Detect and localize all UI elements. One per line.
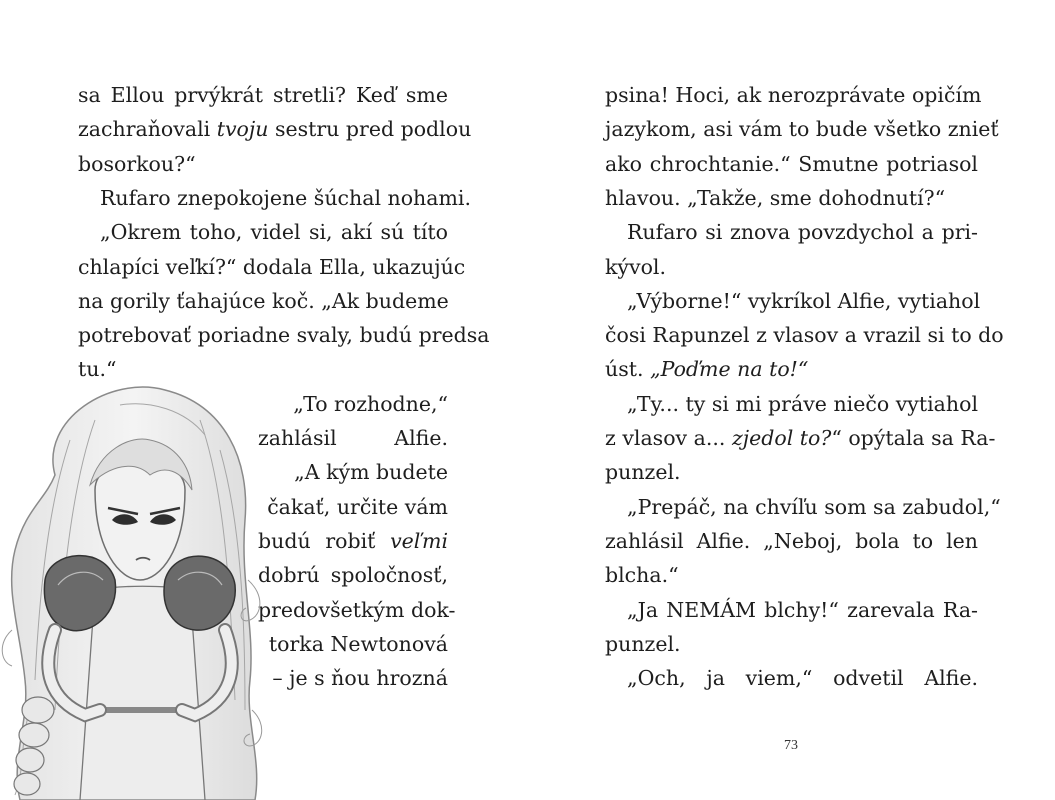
text-line: „A kým budete	[294, 460, 448, 484]
text-line: na gorily ťahajúce koč. „Ak budeme	[78, 289, 449, 313]
text-line: potrebovať poriadne svaly, budú predsa	[78, 323, 490, 347]
text-line: ako chrochtanie.“ Smutne potriasol	[605, 152, 978, 176]
princess-illustration	[0, 380, 270, 800]
text-line: kývol.	[605, 255, 666, 279]
text-line: „Ty... ty si mi práve niečo vytiahol	[627, 392, 978, 416]
text-line: zachraňovali tvoju sestru pred podlou	[78, 117, 472, 141]
left-page	[0, 0, 527, 800]
text-line: Rufaro znepokojene šúchal nohami.	[100, 186, 471, 210]
text-line: „To rozhodne,“	[293, 392, 448, 416]
text-line: „Okrem toho, videl si, akí sú títo	[100, 220, 448, 244]
text-line: budú robiť veľmi	[258, 529, 448, 553]
text-line: čakať, určite vám	[267, 495, 448, 519]
text-line: – je s ňou hrozná	[272, 666, 448, 690]
text-line: „Prepáč, na chvíľu som sa zabudol,“	[627, 495, 1001, 519]
right-page	[527, 0, 1055, 800]
text-line: predovšetkým dok-	[258, 598, 456, 622]
text-line: tu.“	[78, 357, 117, 381]
page-number: 73	[784, 738, 798, 753]
text-line: jazykom, asi vám to bude všetko znieť	[605, 117, 999, 141]
text-line: zahlásil Alfie. „Neboj, bola to len	[605, 529, 978, 553]
text-line: punzel.	[605, 460, 681, 484]
text-line: torka Newtonová	[268, 632, 448, 656]
text-line: psina! Hoci, ak nerozprávate opičím	[605, 83, 982, 107]
text-line: blcha.“	[605, 563, 679, 587]
italic-text: zjedol to?	[731, 426, 832, 450]
text-line: hlavou. „Takže, sme dohodnutí?“	[605, 186, 946, 210]
text-line: z vlasov a... zjedol to?“ opýtala sa Ra-	[605, 426, 996, 450]
text-line: čosi Rapunzel z vlasov a vrazil si to do	[605, 323, 1004, 347]
text-line: úst. „Poďme na to!“	[605, 357, 809, 381]
text-line: zahlásil Alfie.	[258, 426, 448, 450]
italic-text: tvoju	[216, 117, 269, 141]
text-line: sa Ellou prvýkrát stretli? Keď sme	[78, 83, 448, 107]
text-line: punzel.	[605, 632, 681, 656]
italic-text: „Poďme na to!“	[650, 357, 809, 381]
italic-text: veľmi	[390, 529, 448, 553]
text-line: „Výborne!“ vykríkol Alfie, vytiahol	[627, 289, 981, 313]
text-line: „Och, ja viem,“ odvetil Alfie.	[627, 666, 978, 690]
text-line: chlapíci veľkí?“ dodala Ella, ukazujúc	[78, 255, 466, 279]
text-line: „Ja NEMÁM blchy!“ zarevala Ra-	[627, 598, 978, 622]
text-line: bosorkou?“	[78, 152, 196, 176]
text-line: Rufaro si znova povzdychol a pri-	[627, 220, 978, 244]
text-line: dobrú spoločnosť,	[258, 563, 448, 587]
